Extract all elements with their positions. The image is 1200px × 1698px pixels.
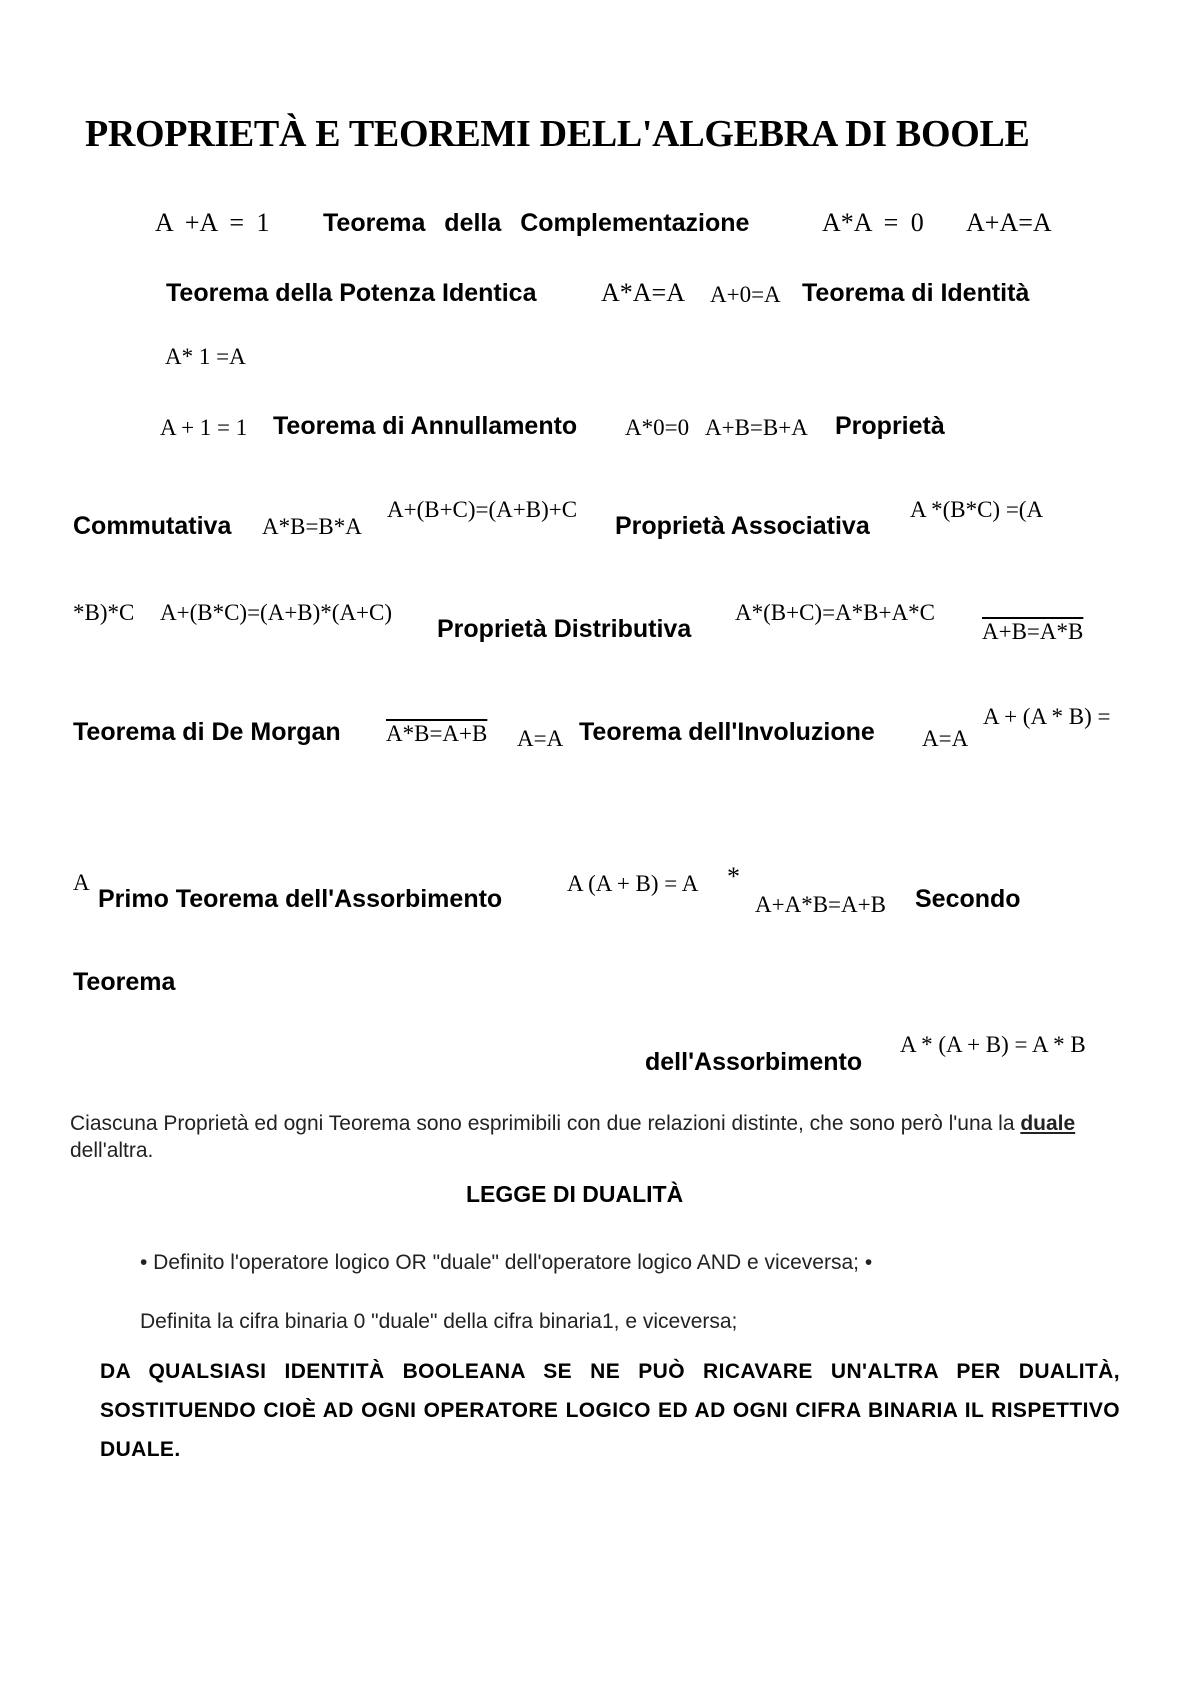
- property-label: Proprietà: [835, 412, 945, 440]
- formula-demorgan-1: [982, 619, 1083, 645]
- formula-distributive-and: A*(B+C)=A*B+A*C: [735, 600, 935, 625]
- formula-absorption-1-start: A + (A * B) =: [983, 704, 1111, 729]
- page-title: PROPRIETÀ E TEOREMI DELL'ALGEBRA DI BOOLE: [85, 113, 1030, 155]
- formula-idempotent-or: A+A=A: [966, 208, 1052, 237]
- formula-annulment-or: A + 1 = 1: [160, 415, 248, 440]
- duality-paragraph: [70, 1110, 1130, 1164]
- formula-associative-or: A+(B+C)=(A+B)+C: [387, 497, 578, 522]
- formula-annulment-and: A*0=0: [625, 415, 690, 440]
- paragraph-text-before: Ciascuna Proprietà ed ogni Teorema sono esprimibili con due relazioni distinte, che sono però l'una la: [70, 1112, 1021, 1135]
- formula-commutative-or: A+B=B+A: [705, 415, 808, 440]
- formula-distributive-or: A+(B*C)=(A+B)*(A+C): [160, 600, 393, 625]
- theorem-idempotent: Teorema della Potenza Identica: [166, 279, 537, 307]
- formula-demorgan-1-text: A+B=A*B: [982, 619, 1084, 644]
- formula-demorgan-2-text: A*B=A+B: [386, 721, 488, 746]
- property-associative: Proprietà Associativa: [615, 512, 870, 540]
- formula-involution-1: A=A: [517, 726, 564, 751]
- formula-associative-and-end: *B)*C: [73, 600, 135, 625]
- formula-absorption-2: A (A + B) = A: [567, 871, 699, 896]
- theorem-identity: Teorema di Identità: [802, 279, 1030, 307]
- paragraph-duale: duale: [1020, 1112, 1076, 1135]
- formula-involution-2: A=A: [922, 726, 969, 751]
- duality-rule: DA QUALSIASI IDENTITÀ BOOLEANA SE NE PUÒ RICAVARE UN'ALTRA PER DUALITÀ, SOSTITUENDO CIOÈ AD OGNI OPERATORE LOGICO ED AD OGNI CIFRA BINARIA IL RISPETTIVO DUALE.: [100, 1360, 1120, 1461]
- formula-absorption-3: A+A*B=A+B: [755, 892, 886, 917]
- property-distributive: Proprietà Distributiva: [437, 615, 692, 643]
- property-commutative: Commutativa: [73, 512, 232, 540]
- formula-identity-or: A+0=A: [710, 282, 781, 307]
- theorem-label: Teorema: [73, 968, 176, 996]
- theorem-annulment: Teorema di Annullamento: [273, 412, 578, 440]
- formula-absorption-4: A * (A + B) = A * B: [900, 1032, 1086, 1057]
- formula-complement-and: A*A = 0: [822, 208, 924, 237]
- bullet-or-and: • Definito l'operatore logico OR "duale" dell'operatore logico AND e viceversa; •: [140, 1251, 873, 1274]
- formula-asterisk: *: [727, 862, 740, 891]
- formula-demorgan-2: [386, 721, 487, 747]
- theorem-absorption-2: dell'Assorbimento: [645, 1048, 863, 1076]
- formula-associative-and-start: A *(B*C) =(A: [910, 497, 1044, 522]
- formula-absorption-1-end: A: [73, 870, 90, 895]
- bullet-binary-digit: Definita la cifra binaria 0 "duale" della cifra binaria1, e viceversa;: [140, 1310, 738, 1333]
- formula-commutative-and: A*B=B*A: [262, 514, 362, 539]
- theorem-absorption-1: Primo Teorema dell'Assorbimento: [98, 885, 503, 913]
- theorem-demorgan: Teorema di De Morgan: [73, 718, 341, 746]
- formula-complement-or: A +A = 1: [155, 208, 270, 237]
- theorem-complement: Teorema della Complementazione: [323, 209, 750, 237]
- formula-identity-and: A* 1 =A: [165, 344, 246, 369]
- theorem-second-label: Secondo: [915, 885, 1021, 913]
- formula-idempotent-and: A*A=A: [601, 278, 685, 307]
- theorem-involution: Teorema dell'Involuzione: [579, 718, 875, 746]
- paragraph-text-after: dell'altra.: [70, 1139, 154, 1162]
- section-title: LEGGE DI DUALITÀ: [466, 1181, 684, 1207]
